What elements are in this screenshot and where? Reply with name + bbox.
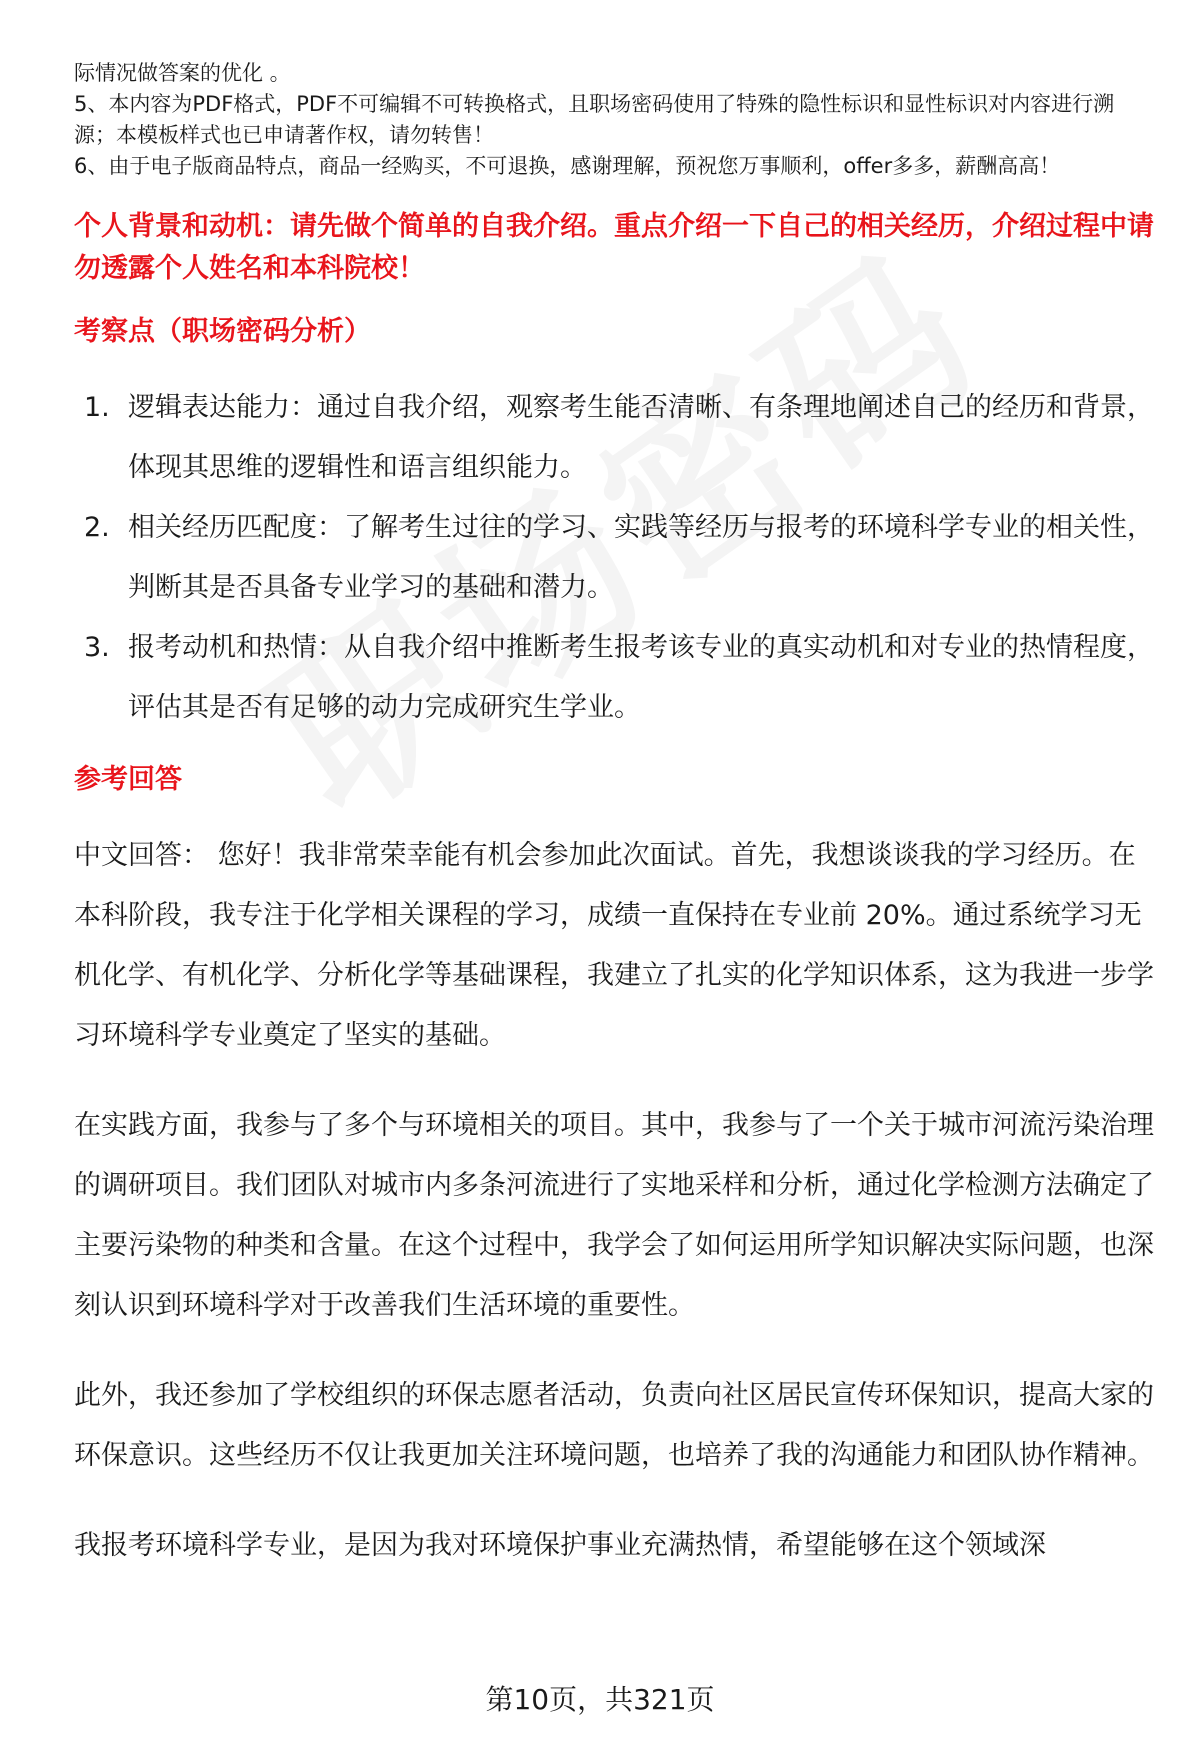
- list-item: [74, 618, 1154, 738]
- answer-paragraph: 我报考环境科学专业，是因为我对环境保护事业充满热情，希望能够在这个领域深: [74, 1530, 1046, 1561]
- list-item-text: 报考动机和热情：从自我介绍中推断考生报考该专业的真实动机和对专业的热情程度，评估其是否有足够的动力完成研究生学业。: [128, 632, 1154, 723]
- question-heading: 个人背景和动机：请先做个简单的自我介绍。重点介绍一下自己的相关经历，介绍过程中请勿透露个人姓名和本科院校！: [74, 211, 1154, 284]
- analysis-heading: 考察点（职场密码分析）: [74, 316, 371, 347]
- page-content: [74, 58, 1154, 1576]
- answer-heading: 参考回答: [74, 764, 182, 795]
- answer-paragraph: 中文回答： 您好！我非常荣幸能有机会参加此次面试。首先，我想谈谈我的学习经历。在本科阶段，我专注于化学相关课程的学习，成绩一直保持在专业前 20%。通过系统学习无机化学、有机化学、分析化学等基础课程，我建立了扎实的化学知识体系，这为我进一步学习环境科学专业奠定了坚实的基础。: [74, 840, 1154, 1051]
- list-item-number: 3.: [84, 632, 110, 663]
- note-line: 5、本内容为PDF格式，PDF不可编辑不可转换格式，且职场密码使用了特殊的隐性标识和显性标识对内容进行溯源；本模板样式也已申请著作权，请勿转售！: [74, 92, 1115, 147]
- answer-paragraph: 在实践方面，我参与了多个与环境相关的项目。其中，我参与了一个关于城市河流污染治理的调研项目。我们团队对城市内多条河流进行了实地采样和分析，通过化学检测方法确定了主要污染物的种类和含量。在这个过程中，我学会了如何运用所学知识解决实际问题，也深刻认识到环境科学对于改善我们生活环境的重要性。: [74, 1110, 1154, 1321]
- page-number: 第10页，共321页: [485, 1683, 715, 1716]
- list-item-number: 2.: [84, 512, 110, 543]
- note-line: 6、由于电子版商品特点，商品一经购买，不可退换，感谢理解，预祝您万事顺利，offer多多，薪酬高高！: [74, 154, 1061, 178]
- analysis-list: [74, 378, 1154, 738]
- notes-section: [74, 58, 1154, 182]
- list-item-text: 逻辑表达能力：通过自我介绍，观察考生能否清晰、有条理地阐述自己的经历和背景，体现其思维的逻辑性和语言组织能力。: [128, 392, 1154, 483]
- list-item-text: 相关经历匹配度：了解考生过往的学习、实践等经历与报考的环境科学专业的相关性，判断其是否具备专业学习的基础和潜力。: [128, 512, 1154, 603]
- note-line: 际情况做答案的优化 。: [74, 61, 291, 85]
- answer-paragraph: 此外，我还参加了学校组织的环保志愿者活动，负责向社区居民宣传环保知识，提高大家的环保意识。这些经历不仅让我更加关注环境问题，也培养了我的沟通能力和团队协作精神。: [74, 1380, 1154, 1471]
- list-item-number: 1.: [84, 392, 110, 423]
- list-item: [74, 378, 1154, 498]
- list-item: [74, 498, 1154, 618]
